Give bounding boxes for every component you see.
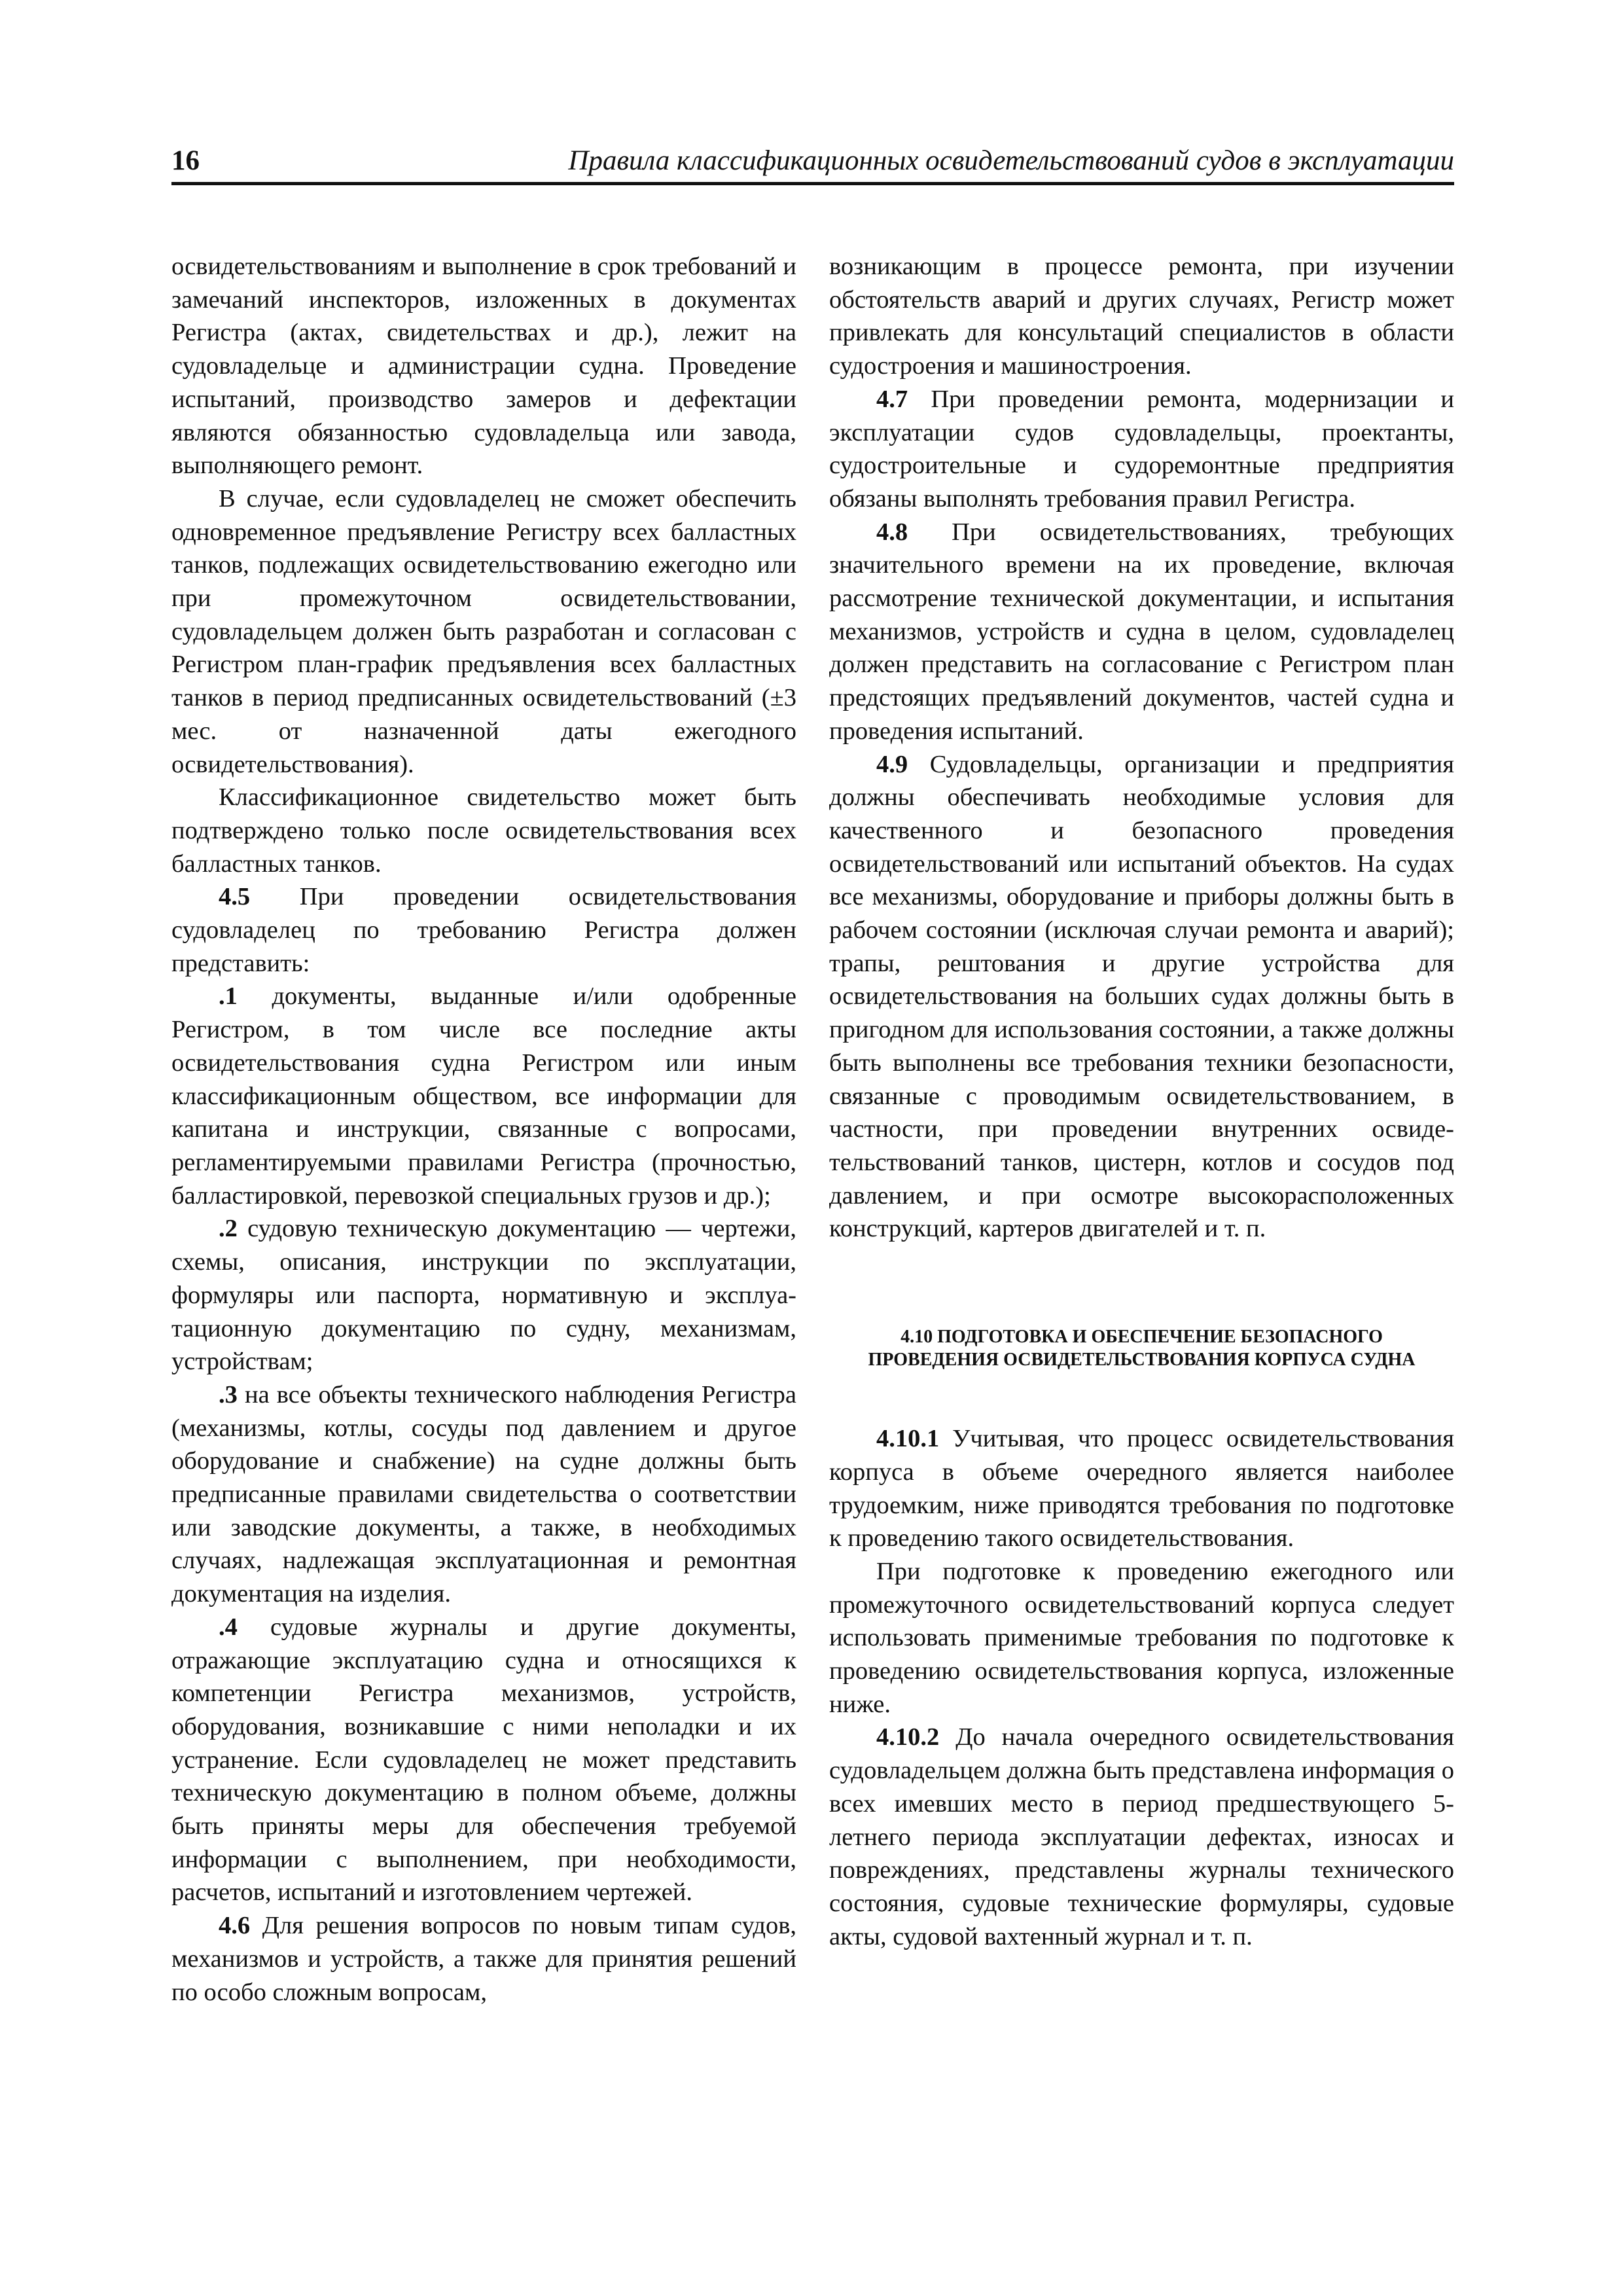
clause-number: 4.10.1 xyxy=(876,1425,940,1453)
item-number: .2 xyxy=(219,1215,238,1243)
paragraph-text: В случае, если судовладелец не сможет обеспечить одновременное предъявление Регистру всех балластных танков, подлежащих освидетельствованию ежегодно или при промежуточном освидетельствовании, судовладельцем должен быть разработан и согласован с Регистром план-график предъявления всех балластных танков в период предписанных освидетельствований (±3 мес. от назначенной даты ежегодного освидетельствования). xyxy=(171,484,796,778)
paragraph-text: При подготовке к проведению ежегодного или промежуточного освидетельствований корпуса следует использовать применимые требования по подготовке к проведению освидетельствования корпуса, изложенные ниже. xyxy=(829,1557,1454,1718)
paragraph-text: Судовладельцы, организации и предприятия должны обеспечивать необходимые условия для качественного и безопасного проведения освидетельствований или испытаний объектов. На судах все механизмы, оборудование и приборы должны быть в рабочем состоянии (исключая случаи ремонта и аварий); трапы, рештования и другие устройства для освидетельствования на больших судах должны быть в пригодном для использования состоянии, а также должны быть выполнены все требования техники безопасности, связанные с проводимым освидетельствованием, в частности, при проведении внутренних освидетельствований танков, цистерн, котлов и сосудов под давлением, и при осмотре высокорасположенных конструкций, картеров двигателей и т. п. xyxy=(829,750,1454,1243)
running-title: Правила классификационных освидетельствований судов в эксплуатации xyxy=(568,145,1454,176)
left-column xyxy=(171,250,796,2009)
list-item-2 xyxy=(171,1212,796,1378)
paragraph-4-8 xyxy=(829,516,1454,748)
paragraph-text: При проведении ремонта, модернизации и эксплуатации судов судовладельцы, проектанты, судостроительные и судоремонтные предприятия обязаны выполнять требования правил Регистра. xyxy=(829,385,1454,512)
section-heading: 4.10 ПОДГОТОВКА И ОБЕСПЕЧЕНИЕ БЕЗОПАСНОГО ПРОВЕДЕНИЯ ОСВИДЕТЕЛЬСТВОВАНИЯ КОРПУСА СУДНА xyxy=(868,1327,1416,1371)
clause-number: 4.9 xyxy=(876,750,908,778)
paragraph-text: Для решения вопросов по новым типам судов, механизмов и устройств, а также для принятия решений по особо сложным вопросам, xyxy=(171,1912,797,2006)
item-number: .4 xyxy=(219,1613,238,1641)
clause-number: 4.8 xyxy=(876,518,908,546)
paragraph-text: судовую техническую документацию — чертежи, схемы, описания, инструкции по эксплуатации, формуляры или паспорта, нормативную и эксплуатационную документацию по судну, механизмам, устройствам; xyxy=(171,1215,797,1376)
list-item-4 xyxy=(171,1611,796,1909)
paragraph-4-6 xyxy=(171,1909,796,2009)
paragraph-text: освидетельствованиям и выполнение в срок требований и замечаний инспекторов, изложенных в документах Регистра (актах, свидетельствах и др.), лежит на судовладельце и администрации судна. Проведение испытаний, производство замеров и дефектации являются обязанностью судовладельца или завода, выполняющего ремонт. xyxy=(171,253,796,480)
clause-number: 4.7 xyxy=(876,385,908,413)
paragraph-text: Учитывая, что процесс освидетельствования корпуса в объеме очередного является наиболее трудоемким, ниже приводятся требования по подготовке к проведению такого освидетельствования. xyxy=(829,1425,1454,1552)
list-item-1 xyxy=(171,980,796,1212)
right-column xyxy=(829,250,1454,1953)
paragraph-4-7 xyxy=(829,383,1454,516)
item-number: .3 xyxy=(219,1380,238,1408)
paragraph-4-5 xyxy=(171,880,796,980)
paragraph xyxy=(829,250,1454,383)
clause-number: 4.6 xyxy=(219,1912,251,1940)
list-item-3 xyxy=(171,1378,796,1611)
paragraph-text: До начала очередного освидетельствования судовладельцем должна быть представлена информация о всех имевших место в период предшествующего 5-летнего периода эксплуатации дефектах, износах и повреждениях, представлены журналы технического состояния, судовые технические формуляры, судовые акты, судовой вахтенный журнал и т. п. xyxy=(829,1723,1454,1950)
paragraph-text: на все объекты технического наблюдения Регистра (механизмы, котлы, сосуды под давлением и другое оборудование и снабжение) на судне должны быть предписанные правилами свидетельства о соответствии или заводские документы, а также, в необходимых случаях, надлежащая эксплуатационная и ремонтная документация на изделия. xyxy=(171,1380,797,1608)
page-number: 16 xyxy=(171,145,200,176)
paragraph-text: возникающим в процессе ремонта, при изучении обстоятельств аварий и других случаях, Регистр может привлекать для консультаций специалистов в области судостроения и машиностроения. xyxy=(829,253,1454,380)
paragraph xyxy=(171,250,796,482)
paragraph xyxy=(171,482,796,781)
clause-number: 4.10.2 xyxy=(876,1723,940,1751)
paragraph-text: При проведении освидетельствования судовладелец по требованию Регистра должен представить: xyxy=(171,883,796,977)
paragraph-4-9 xyxy=(829,748,1454,1246)
paragraph-text: документы, выданные и/или одобренные Регистром, в том числе все последние акты освидетельствования судна Регистром или иным классификационным обществом, все информации для капитана и инструкции, связанные с вопросами, регламентируемыми правилами Регистра (прочностью, балластировкой, перевозкой специальных грузов и др.); xyxy=(171,982,796,1210)
item-number: .1 xyxy=(219,982,238,1011)
paragraph-text: Классификационное свидетельство может быть подтверждено только после освидетельствования всех балластных танков. xyxy=(171,783,796,878)
paragraph xyxy=(171,781,796,880)
paragraph-text: При освидетельствованиях, требующих значительного времени на их проведение, включая рассмотрение технической документации, и испытания механизмов, устройств и судна в целом, судовладелец должен представить на согласование с Регистром план предстоящих предъявлений документов, частей судна и проведения испытаний. xyxy=(829,518,1455,745)
running-header xyxy=(171,136,1454,185)
paragraph-text: судовые журналы и другие документы, отражающие эксплуатацию судна и относящихся к компетенции Регистра механизмов, устройств, оборудования, возникавшие с ними неполадки и их устранение. Если судовладелец не может представить техническую документацию в полном объеме, должны быть приняты меры для обеспечения требуемой информации с выполнением, при необходимости, расчетов, испытаний и изготовлением чертежей. xyxy=(171,1613,796,1907)
clause-number: 4.5 xyxy=(219,883,251,911)
paragraph-4-10-1 xyxy=(829,1422,1454,1555)
paragraph xyxy=(829,1555,1454,1721)
paragraph-4-10-2 xyxy=(829,1721,1454,1953)
